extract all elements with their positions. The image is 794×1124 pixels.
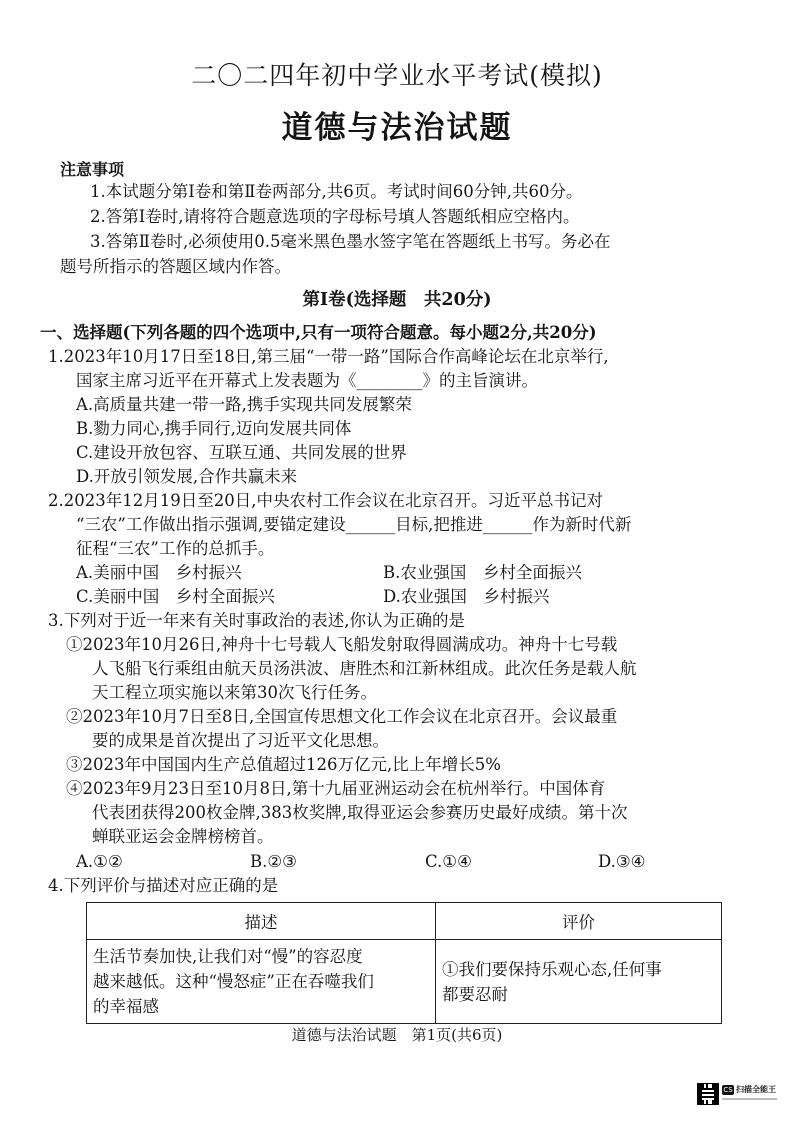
- q4-row1-eval: [436, 940, 722, 1024]
- q2-option-c: C.美丽中国 乡村全面振兴: [76, 587, 275, 606]
- q4-row1-desc: [87, 940, 436, 1024]
- q4-row1-desc-line1: 生活节奏加快,让我们对“慢”的容忍度: [93, 947, 363, 966]
- q3-option-d: D.③④: [598, 852, 646, 871]
- q4-stem: 4.下列评价与描述对应正确的是: [48, 876, 279, 895]
- q3-statement-4-line1: ④2023年9月23日至10月8日,第十九届亚洲运动会在杭州举行。中国体育: [66, 779, 606, 798]
- q2-option-a: A.美丽中国 乡村振兴: [76, 563, 242, 582]
- stamp-text: 扫描全能王: [736, 1085, 776, 1094]
- q3-option-c: C.①④: [425, 852, 472, 871]
- q4-table-header-desc: 描述: [87, 903, 436, 940]
- q3-statement-1-line3: 天工程立项实施以来第30次飞行任务。: [92, 683, 377, 702]
- q4-row1-eval-line2: 都要忍耐: [442, 984, 508, 1004]
- q3-statement-4-line2: 代表团获得200枚金牌,383枚奖牌,取得亚运会参赛历史最好成绩。第十次: [92, 803, 628, 822]
- q3-statement-4-line3: 蝉联亚运会金牌榜榜首。: [92, 827, 274, 846]
- q4-table-header-eval: 评价: [436, 903, 722, 940]
- subject-title: 道德与法治试题: [281, 110, 513, 146]
- q4-table-header-row: [87, 903, 722, 940]
- note-item-2: 2.答第Ⅰ卷时,请将符合题意选项的字母标号填人答题纸相应空格内。: [90, 207, 580, 226]
- qr-code-icon: [697, 1083, 719, 1105]
- q2-stem-line2: “三农”工作做出指示强调,要锚定建设______目标,把推进______作为新时代新: [76, 515, 632, 534]
- q4-table: [86, 902, 722, 1024]
- q2-option-b: B.农业强国 乡村全面振兴: [383, 563, 582, 582]
- q1-option-b: B.勠力同心,携手同行,迈向发展共同体: [76, 419, 352, 438]
- q3-statement-1-line2: 人飞船飞行乘组由航天员汤洪波、唐胜杰和江新林组成。此次任务是载人航: [92, 659, 637, 678]
- q1-option-c: C.建设开放包容、互联互通、共同发展的世界: [76, 443, 407, 462]
- cs-badge: CS: [723, 1086, 733, 1094]
- q2-stem-line3: 征程“三农”工作的总抓手。: [76, 539, 275, 558]
- exam-title: 二〇二四年初中学业水平考试(模拟): [191, 61, 603, 90]
- q3-statement-2-line1: ②2023年10月7日至8日,全国宣传思想文化工作会议在北京召开。会议最重: [66, 707, 618, 726]
- section-instruction: 一、选择题(下列各题的四个选项中,只有一项符合题意。每小题2分,共20分): [40, 323, 597, 342]
- q3-statement-2-line2: 要的成果是首次提出了习近平文化思想。: [92, 731, 389, 750]
- table-row: [87, 940, 722, 1024]
- q1-option-d: D.开放引领发展,合作共赢未来: [76, 467, 298, 486]
- notes-heading: 注意事项: [60, 160, 125, 179]
- stamp-divider: [722, 1098, 777, 1100]
- scanner-stamp: [697, 1083, 777, 1107]
- section-title: 第Ⅰ卷(选择题 共20分): [302, 290, 492, 310]
- q2-option-d: D.农业强国 乡村振兴: [383, 587, 550, 606]
- note-item-3-line1: 3.答第Ⅱ卷时,必须使用0.5毫米黑色墨水签字笔在答题纸上书写。务必在: [90, 232, 611, 251]
- q3-option-a: A.①②: [76, 852, 123, 871]
- q3-stem: 3.下列对于近一年来有关时事政治的表述,你认为正确的是: [48, 611, 465, 630]
- q1-stem-line2: 国家主席习近平在开幕式上发表题为《________》的主旨演讲。: [76, 371, 538, 390]
- q3-statement-3-line1: ③2023年中国国内生产总值超过126万亿元,比上年增长5%: [66, 755, 501, 774]
- q4-row1-desc-line2: 越来越低。这种“慢怒症”正在吞噬我们: [93, 972, 374, 991]
- q3-option-b: B.②③: [250, 852, 297, 871]
- q3-statement-1-line1: ①2023年10月26日,神舟十七号载人飞船发射取得圆满成功。神舟十七号载: [66, 635, 618, 654]
- q1-option-a: A.高质量共建一带一路,携手实现共同发展繁荣: [76, 395, 412, 414]
- q2-stem-line1: 2.2023年12月19日至20日,中央农村工作会议在北京召开。习近平总书记对: [48, 491, 603, 510]
- note-item-1: 1.本试题分第Ⅰ卷和第Ⅱ卷两部分,共6页。考试时间60分钟,共60分。: [90, 182, 583, 201]
- page-footer: 道德与法治试题 第1页(共6页): [291, 1026, 503, 1044]
- q4-row1-desc-line3: 的幸福感: [93, 997, 159, 1016]
- q4-row1-eval-line1: ①我们要保持乐观心态,任何事: [442, 959, 662, 979]
- note-item-3-line2: 题号所指示的答题区域内作答。: [60, 257, 291, 276]
- q1-stem-line1: 1.2023年10月17日至18日,第三届“一带一路”国际合作高峰论坛在北京举行,: [48, 347, 609, 366]
